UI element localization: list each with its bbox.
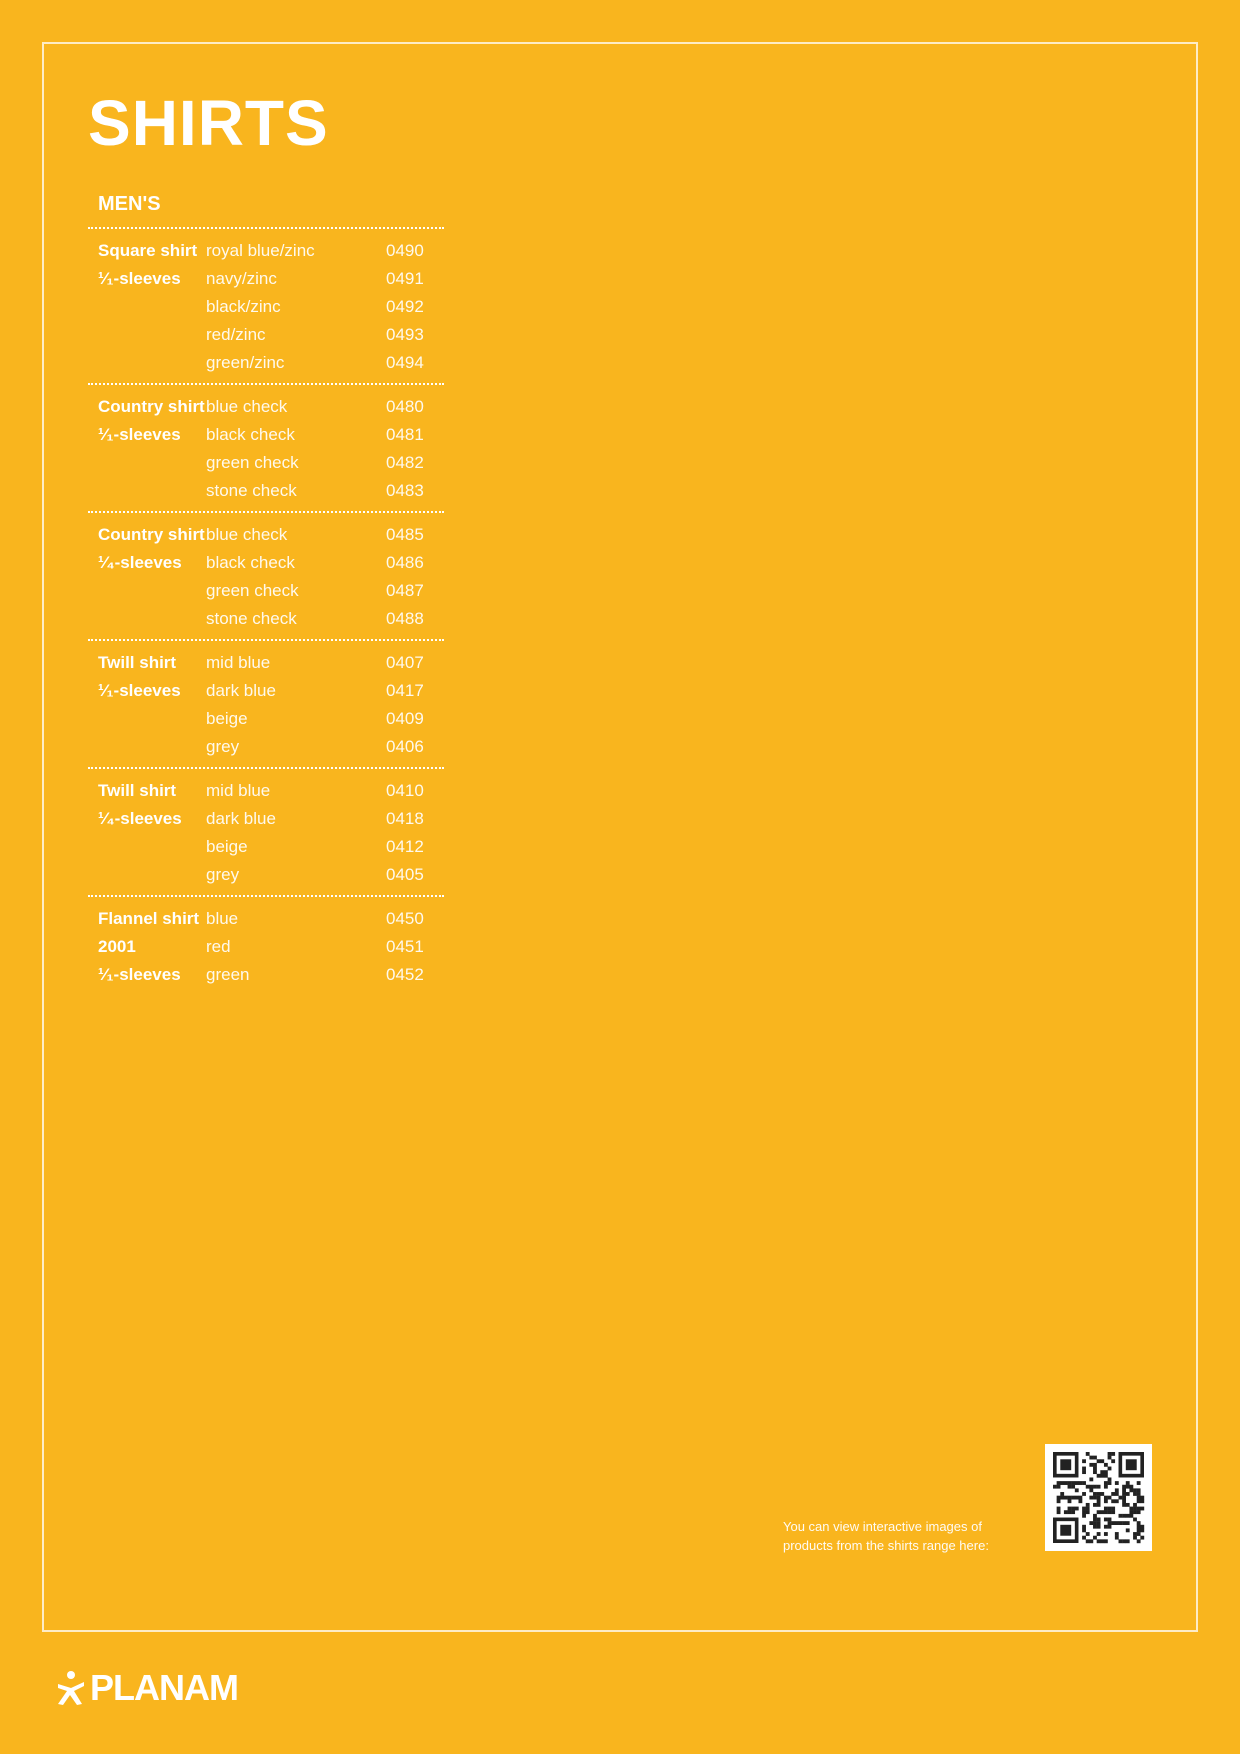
colour-name: beige bbox=[206, 709, 248, 728]
colour-name: mid blue bbox=[206, 653, 271, 672]
colour-name: green bbox=[206, 965, 250, 984]
article-code: 0486 bbox=[386, 553, 424, 572]
product-name: Country shirt bbox=[98, 397, 205, 416]
figure-icon bbox=[56, 1670, 86, 1706]
article-code: 0406 bbox=[386, 737, 424, 756]
product-table bbox=[88, 227, 444, 995]
colour-name: grey bbox=[206, 737, 240, 756]
article-code: 0407 bbox=[386, 653, 424, 672]
product-name: Country shirt bbox=[98, 525, 205, 544]
colour-name: blue bbox=[206, 909, 239, 928]
colour-name: mid blue bbox=[206, 781, 271, 800]
colour-name: stone check bbox=[206, 481, 297, 500]
colour-name: stone check bbox=[206, 609, 297, 628]
article-code: 0410 bbox=[386, 781, 424, 800]
planam-logo bbox=[56, 1668, 238, 1708]
qr-code-icon[interactable] bbox=[1045, 1444, 1152, 1551]
article-code: 0493 bbox=[386, 325, 424, 344]
logo-text: PLANAM bbox=[90, 1667, 238, 1708]
article-code: 0494 bbox=[386, 353, 424, 372]
product-name: ¹⁄₄-sleeves bbox=[98, 809, 182, 828]
table-row bbox=[88, 961, 444, 989]
table-row bbox=[88, 321, 444, 349]
article-code: 0483 bbox=[386, 481, 424, 500]
table-row bbox=[88, 237, 444, 265]
article-code: 0487 bbox=[386, 581, 424, 600]
table-row bbox=[88, 605, 444, 633]
colour-name: green check bbox=[206, 581, 299, 600]
article-code: 0492 bbox=[386, 297, 424, 316]
table-row bbox=[88, 805, 444, 833]
product-name: ¹⁄₁-sleeves bbox=[98, 269, 181, 288]
colour-name: red bbox=[206, 937, 231, 956]
table-row bbox=[88, 833, 444, 861]
colour-name: black check bbox=[206, 425, 295, 444]
colour-name: black check bbox=[206, 553, 295, 572]
colour-name: dark blue bbox=[206, 809, 276, 828]
table-row bbox=[88, 421, 444, 449]
table-row bbox=[88, 861, 444, 889]
table-row bbox=[88, 449, 444, 477]
colour-name: green/zinc bbox=[206, 353, 285, 372]
product-name: ¹⁄₄-sleeves bbox=[98, 553, 182, 572]
article-code: 0418 bbox=[386, 809, 424, 828]
colour-name: navy/zinc bbox=[206, 269, 277, 288]
product-group bbox=[88, 767, 444, 895]
article-code: 0480 bbox=[386, 397, 424, 416]
table-row bbox=[88, 905, 444, 933]
product-name: 2001 bbox=[98, 937, 136, 956]
article-code: 0488 bbox=[386, 609, 424, 628]
colour-name: blue check bbox=[206, 397, 288, 416]
table-row bbox=[88, 933, 444, 961]
colour-name: black/zinc bbox=[206, 297, 281, 316]
product-group bbox=[88, 227, 444, 383]
article-code: 0452 bbox=[386, 965, 424, 984]
colour-name: red/zinc bbox=[206, 325, 266, 344]
colour-name: beige bbox=[206, 837, 248, 856]
table-row bbox=[88, 677, 444, 705]
colour-name: dark blue bbox=[206, 681, 276, 700]
table-row bbox=[88, 705, 444, 733]
product-name: Twill shirt bbox=[98, 781, 177, 800]
article-code: 0491 bbox=[386, 269, 424, 288]
article-code: 0481 bbox=[386, 425, 424, 444]
colour-name: grey bbox=[206, 865, 240, 884]
product-name: ¹⁄₁-sleeves bbox=[98, 965, 181, 984]
article-code: 0490 bbox=[386, 241, 424, 260]
table-row bbox=[88, 265, 444, 293]
colour-name: royal blue/zinc bbox=[206, 241, 315, 260]
section-heading: MEN'S bbox=[98, 193, 161, 215]
colour-name: blue check bbox=[206, 525, 288, 544]
table-row bbox=[88, 349, 444, 377]
qr-caption-line: You can view interactive images of bbox=[783, 1519, 982, 1534]
qr-caption-line: products from the shirts range here: bbox=[783, 1538, 989, 1553]
table-row bbox=[88, 293, 444, 321]
product-name: ¹⁄₁-sleeves bbox=[98, 425, 181, 444]
article-code: 0417 bbox=[386, 681, 424, 700]
product-group bbox=[88, 511, 444, 639]
table-row bbox=[88, 549, 444, 577]
product-group bbox=[88, 895, 444, 995]
article-code: 0451 bbox=[386, 937, 424, 956]
table-row bbox=[88, 649, 444, 677]
article-code: 0482 bbox=[386, 453, 424, 472]
article-code: 0412 bbox=[386, 837, 424, 856]
article-code: 0485 bbox=[386, 525, 424, 544]
article-code: 0450 bbox=[386, 909, 424, 928]
table-row bbox=[88, 393, 444, 421]
table-row bbox=[88, 777, 444, 805]
product-name: Flannel shirt bbox=[98, 909, 200, 928]
page-title: SHIRTS bbox=[88, 87, 329, 159]
colour-name: green check bbox=[206, 453, 299, 472]
product-name: ¹⁄₁-sleeves bbox=[98, 681, 181, 700]
article-code: 0409 bbox=[386, 709, 424, 728]
table-row bbox=[88, 477, 444, 505]
article-code: 0405 bbox=[386, 865, 424, 884]
table-row bbox=[88, 521, 444, 549]
product-name: Square shirt bbox=[98, 241, 198, 260]
product-name: Twill shirt bbox=[98, 653, 177, 672]
table-row bbox=[88, 577, 444, 605]
table-row bbox=[88, 733, 444, 761]
qr-caption bbox=[783, 1517, 1013, 1555]
product-group bbox=[88, 383, 444, 511]
product-group bbox=[88, 639, 444, 767]
